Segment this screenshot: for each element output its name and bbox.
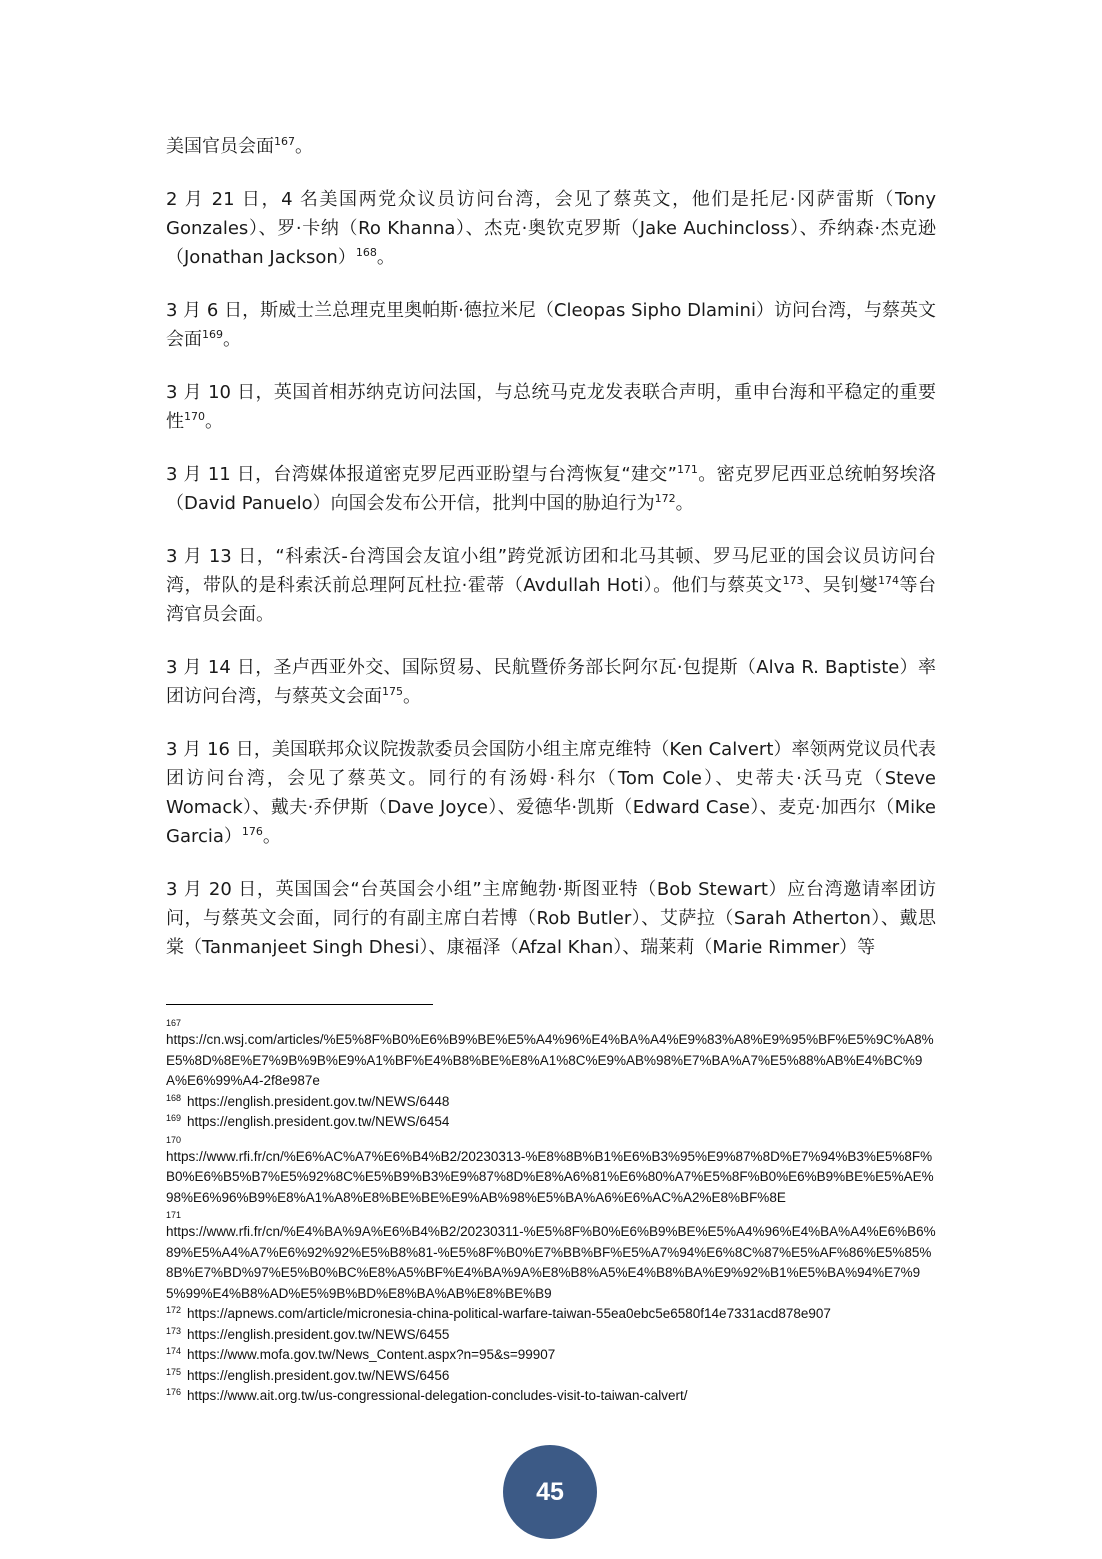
paragraph-7: 3 月 16 日，美国联邦众议院拨款委员会国防小组主席克维特（Ken Calvert）率领两党议员代表团访问台湾，会见了蔡英文。同行的有汤姆·科尔（Tom Cole）、史蒂夫·沃马克（Steve Womack）、戴夫·乔伊斯（Dave Joyce）、爱德华·凯斯（Edward Case）、麦克·加西尔（Mike Garcia）$^{176}$。 bbox=[166, 739, 936, 847]
footnote-168: $^{168}$ https://english.president.gov.tw/NEWS/6448 bbox=[166, 1092, 450, 1109]
footnote-175: $^{175}$ https://english.president.gov.tw/NEWS/6456 bbox=[166, 1366, 450, 1383]
paragraph-4: 3 月 11 日，台湾媒体报道密克罗尼西亚盼望与台湾恢复“建交”$^{171}$。密克罗尼西亚总统帕努埃洛（David Panuelo）向国会发布公开信，批判中国的胁迫行为$^{172}$。 bbox=[166, 463, 937, 514]
footnote-ref-173[interactable]: 173 bbox=[782, 574, 804, 587]
paragraph-0: 美国官员会面$^{167}$。 bbox=[166, 135, 313, 157]
footnote-ref-176[interactable]: 176 bbox=[241, 825, 263, 838]
footnotes bbox=[166, 1016, 936, 1407]
footnote-link-175[interactable]: https://english.president.gov.tw/NEWS/6456 bbox=[187, 1367, 450, 1383]
footnote-172: $^{172}$ https://apnews.com/article/micronesia-china-political-warfare-taiwan-55ea0ebc5e6580f14e7331acd878e907 bbox=[166, 1305, 831, 1321]
paragraph-6: 3 月 14 日，圣卢西亚外交、国际贸易、民航暨侨务部长阿尔瓦·包提斯（Alva R. Baptiste）率团访问台湾，与蔡英文会面$^{175}$。 bbox=[166, 657, 936, 707]
body-text bbox=[166, 132, 936, 986]
footnote-number-170: 170 bbox=[166, 1134, 182, 1145]
footnote-link-172[interactable]: https://apnews.com/article/micronesia-china-political-warfare-taiwan-55ea0ebc5e6580f14e7331acd878e907 bbox=[187, 1306, 831, 1321]
footnote-174: $^{174}$ https://www.mofa.gov.tw/News_Content.aspx?n=95&s=99907 bbox=[166, 1346, 556, 1362]
footnote-separator bbox=[166, 1004, 433, 1005]
footnote-169: $^{169}$ https://english.president.gov.tw/NEWS/6454 bbox=[166, 1113, 450, 1129]
footnote-ref-175[interactable]: 175 bbox=[382, 685, 403, 698]
footnote-link-169[interactable]: https://english.president.gov.tw/NEWS/6454 bbox=[187, 1114, 450, 1129]
footnote-link-171[interactable]: https://www.rfi.fr/cn/%E4%BA%9A%E6%B4%B2/20230311-%E5%8F%B0%E6%B9%BE%E5%A4%96%E4%BA%A4%E6%B6%89%E5%A4%A7%E6%92%92%E5%B8%81-%E5%8F%B0%E7%BB%BF%E5%A7%94%E6%8C%87%E5%AF%86%E5%85%8B%E7%BD%97%E5%B0%BC%E8%A5%BF%E4%BA%9A%E8%B8%A5%E4%B8%BA%E9%92%B1%E5%BA%94%E7%95%99%E4%B8%AD%E5%9B%BD%E8%BA%AB%E8%BE%B9 bbox=[166, 1224, 936, 1301]
footnote-link-170[interactable]: https://www.rfi.fr/cn/%E6%AC%A7%E6%B4%B2/20230313-%E8%8B%B1%E6%B3%95%E9%87%8D%E7%94%B3%E5%8F%B0%E6%B5%B7%E5%92%8C%E5%B9%B3%E9%87%8D%E8%A6%81%E6%80%A7%E5%8F%B0%E6%B9%BE%E5%AE%98%E6%96%B9%E8%A1%A8%E8%BE%BE%E9%AB%98%E5%BA%A6%E6%AC%A2%E8%BF%8E bbox=[166, 1148, 934, 1205]
footnote-ref-168[interactable]: 168 bbox=[355, 246, 377, 259]
footnote-number-171: 171 bbox=[166, 1210, 182, 1220]
footnote-link-174[interactable]: https://www.mofa.gov.tw/News_Content.aspx?n=95&s=99907 bbox=[187, 1347, 556, 1362]
footnote-number-167: 167 bbox=[166, 1018, 182, 1028]
footnote-link-173[interactable]: https://english.president.gov.tw/NEWS/6455 bbox=[187, 1326, 450, 1342]
paragraph-8: 3 月 20 日，英国国会“台英国会小组”主席鲍勃·斯图亚特（Bob Stewart）应台湾邀请率团访问，与蔡英文会面，同行的有副主席白若博（Rob Butler）、艾萨拉（Sarah Atherton）、戴思棠（Tanmanjeet Singh Dhesi）、康福泽（Afzal Khan）、瑞莱莉（Marie Rimmer）等 bbox=[166, 879, 936, 958]
footnote-link-167[interactable]: https://cn.wsj.com/articles/%E5%8F%B0%E6%B9%BE%E5%A4%96%E4%BA%A4%E9%83%A8%E9%95%BF%E5%9C%A8%E5%8D%8E%E7%9B%9B%E9%A1%BF%E4%B8%BE%E8%A1%8C%E9%AB%98%E7%BA%A7%E5%88%AB%E4%BC%9A%E6%99%A4-2f8e987e bbox=[166, 1032, 934, 1088]
footnote-ref-170[interactable]: 170 bbox=[184, 410, 205, 423]
footnote-173: $^{173}$ https://english.president.gov.tw/NEWS/6455 bbox=[166, 1325, 450, 1342]
paragraph-5: 3 月 13 日，“科索沃-台湾国会友谊小组”跨党派访团和北马其顿、罗马尼亚的国会议员访问台湾，带队的是科索沃前总理阿瓦杜拉·霍蒂（Avdullah Hoti）。他们与蔡英文$^{173}$、吴钊燮$^{174}$等台湾官员会面。 bbox=[166, 546, 937, 625]
paragraph-3: 3 月 10 日，英国首相苏纳克访问法国，与总统马克龙发表联合声明，重申台海和平稳定的重要性$^{170}$。 bbox=[166, 382, 936, 432]
footnote-ref-171[interactable]: 171 bbox=[676, 463, 698, 476]
footnote-ref-169[interactable]: 169 bbox=[202, 328, 223, 341]
footnote-ref-174[interactable]: 174 bbox=[878, 574, 900, 587]
page-number-badge bbox=[503, 1445, 597, 1539]
footnote-link-176[interactable]: https://www.ait.org.tw/us-congressional-delegation-concludes-visit-to-taiwan-calvert/ bbox=[187, 1388, 688, 1403]
footnote-ref-167[interactable]: 167 bbox=[274, 135, 295, 148]
footnote-176: $^{176}$ https://www.ait.org.tw/us-congressional-delegation-concludes-visit-to-taiwan-calvert/ bbox=[166, 1387, 688, 1403]
footnote-ref-172[interactable]: 172 bbox=[654, 492, 676, 505]
page-number: 45 bbox=[536, 1477, 564, 1506]
paragraph-1: 2 月 21 日，4 名美国两党众议员访问台湾，会见了蔡英文，他们是托尼·冈萨雷斯（Tony Gonzales）、罗·卡纳（Ro Khanna）、杰克·奥钦克罗斯（Jake Auchincloss）、乔纳森·杰克逊（Jonathan Jackson）$^{168}$。 bbox=[166, 189, 936, 268]
paragraph-2: 3 月 6 日，斯威士兰总理克里奥帕斯·德拉米尼（Cleopas Sipho Dlamini）访问台湾，与蔡英文会面$^{169}$。 bbox=[166, 300, 936, 350]
footnote-link-168[interactable]: https://english.president.gov.tw/NEWS/6448 bbox=[187, 1093, 450, 1109]
